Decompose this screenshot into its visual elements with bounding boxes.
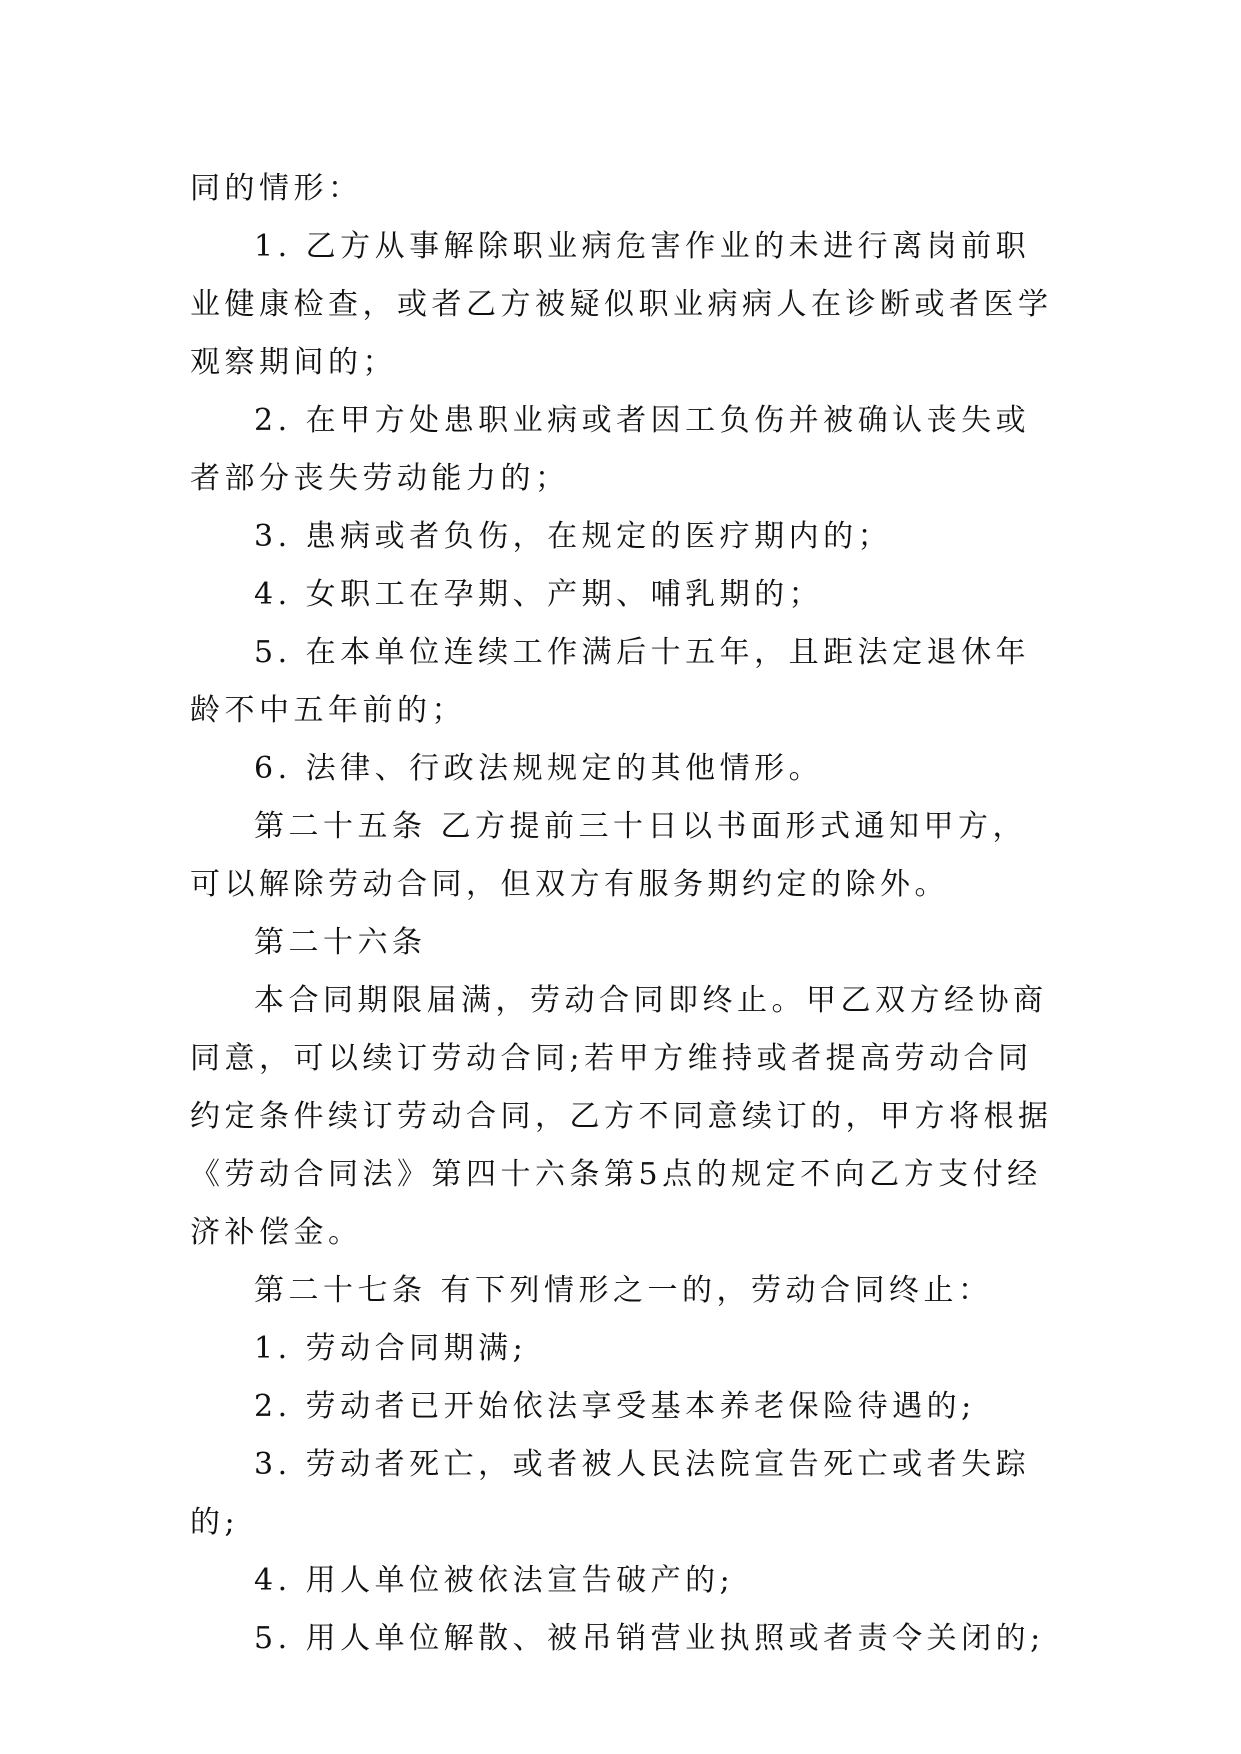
article-27-item-4: 4. 用人单位被依法宣告破产的;	[254, 1563, 735, 1598]
paragraph-item-1: 1. 乙方从事解除职业病危害作业的未进行离岗前职业健康检查，或者乙方被疑似职业病病人在诊断或者医学观察期间的；	[190, 229, 1053, 380]
article-27: 第二十七条 有下列情形之一的，劳动合同终止：	[254, 1273, 993, 1308]
document-body	[190, 160, 1060, 1668]
article-27-item-3: 3. 劳动者死亡，或者被人民法院宣告死亡或者失踪的;	[190, 1447, 1031, 1540]
article-27-item-2: 2. 劳动者已开始依法享受基本养老保险待遇的;	[254, 1389, 976, 1424]
article-25: 第二十五条 乙方提前三十日以书面形式通知甲方，可以解除劳动合同，但双方有服务期约定的除外。	[190, 809, 1028, 902]
paragraph-item-5: 5. 在本单位连续工作满后十五年，且距法定退休年龄不中五年前的；	[190, 635, 1031, 728]
paragraph-continuation: 同的情形：	[190, 171, 363, 206]
article-27-item-5: 5. 用人单位解散、被吊销营业执照或者责令关闭的;	[254, 1621, 1045, 1656]
paragraph-item-3: 3. 患病或者负伤，在规定的医疗期内的；	[254, 519, 893, 554]
article-26-body: 本合同期限届满，劳动合同即终止。甲乙双方经协商同意，可以续订劳动合同;若甲方维持或者提高劳动合同约定条件续订劳动合同，乙方不同意续订的，甲方将根据《劳动合同法》第四十六条第5点的规定不向乙方支付经济补偿金。	[190, 983, 1053, 1250]
paragraph-item-2: 2. 在甲方处患职业病或者因工负伤并被确认丧失或者部分丧失劳动能力的；	[190, 403, 1031, 496]
article-26-heading: 第二十六条	[254, 925, 427, 960]
paragraph-item-4: 4. 女职工在孕期、产期、哺乳期的；	[254, 577, 824, 612]
paragraph-item-6: 6. 法律、行政法规规定的其他情形。	[254, 751, 824, 786]
article-27-item-1: 1. 劳动合同期满;	[254, 1331, 528, 1366]
